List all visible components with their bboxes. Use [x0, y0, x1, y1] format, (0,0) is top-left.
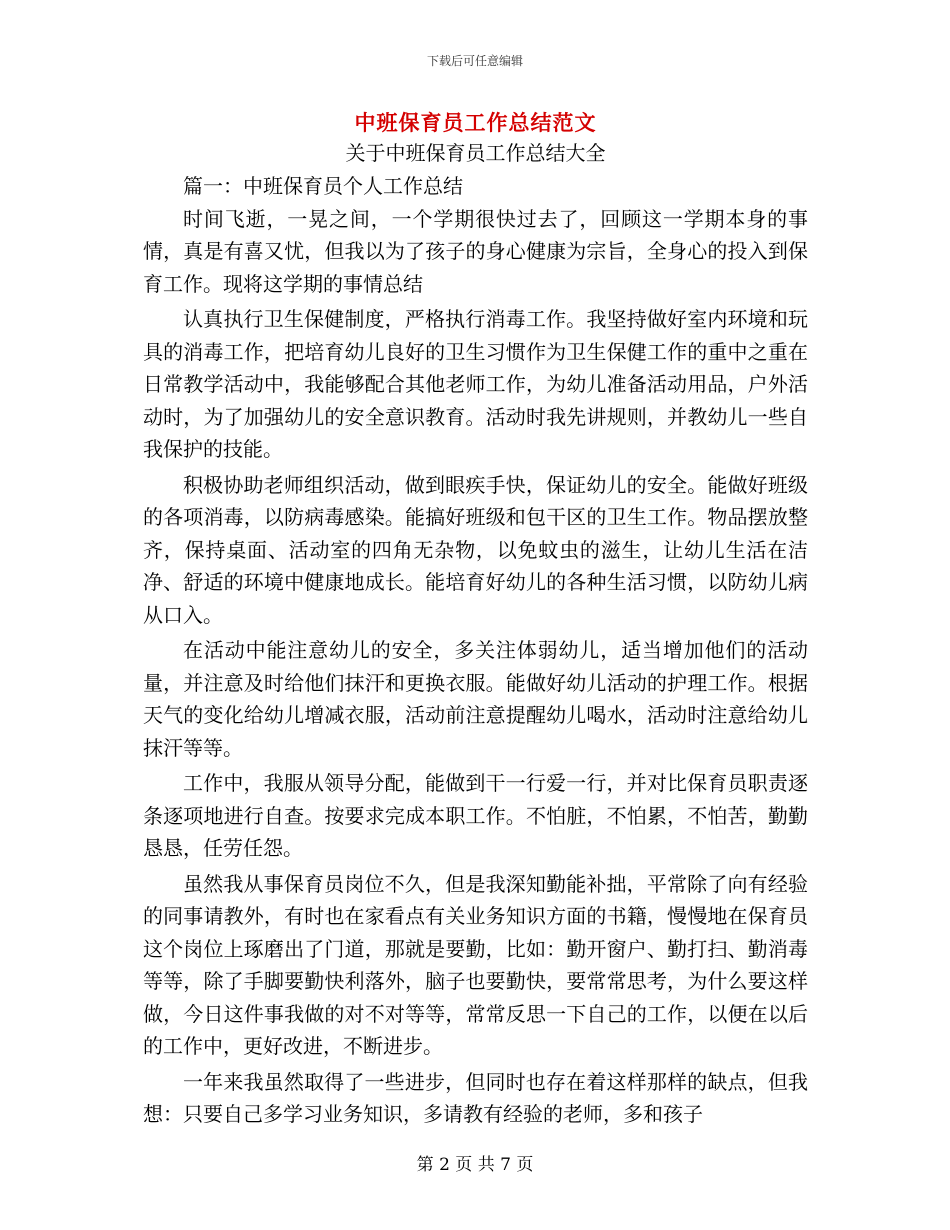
page-header-note: 下载后可任意编辑	[426, 54, 523, 68]
document-body	[143, 108, 808, 1131]
paragraph: 时间飞逝，一晃之间，一个学期很快过去了，回顾这一学期本身的事情，真是有喜又忧，但我以为了孩子的身心健康为宗旨，全身心的投入到保育工作。现将这学期的事情总结	[143, 206, 808, 296]
paragraph: 一年来我虽然取得了一些进步，但同时也存在着这样那样的缺点，但我想：只要自己多学习业务知识，多请教有经验的老师，多和孩子	[143, 1069, 808, 1126]
section-heading: 篇一：中班保育员个人工作总结	[183, 174, 463, 198]
paragraph: 在活动中能注意幼儿的安全，多关注体弱幼儿，适当增加他们的活动量，并注意及时给他们抹汗和更换衣服。能做好幼儿活动的护理工作。根据天气的变化给幼儿增减衣服，活动前注意提醒幼儿喝水，活动时注意给幼儿抹汗等等。	[143, 638, 808, 760]
paragraph: 虽然我从事保育员岗位不久，但是我深知勤能补拙，平常除了向有经验的同事请教外，有时也在家看点有关业务知识方面的书籍，慢慢地在保育员这个岗位上琢磨出了门道，那就是要勤，比如：勤开窗户、勤打扫、勤消毒等等，除了手脚要勤快利落外，脑子也要勤快，要常常思考，为什么要这样做，今日这件事我做的对不对等等，常常反思一下自己的工作，以便在以后的工作中，更好改进，不断进步。	[143, 871, 808, 1058]
paragraph: 工作中，我服从领导分配，能做到干一行爱一行，并对比保育员职责逐条逐项地进行自查。按要求完成本职工作。不怕脏，不怕累，不怕苦，勤勤恳恳，任劳任怨。	[143, 771, 808, 860]
paragraph: 认真执行卫生保健制度，严格执行消毒工作。我坚持做好室内环境和玩具的消毒工作，把培育幼儿良好的卫生习惯作为卫生保健工作的重中之重在日常教学活动中，我能够配合其他老师工作，为幼儿准备活动用品，户外活动时，为了加强幼儿的安全意识教育。活动时我先讲规则，并教幼儿一些自我保护的技能。	[143, 307, 808, 461]
document-title: 中班保育员工作总结范文	[354, 110, 597, 135]
document-subtitle: 关于中班保育员工作总结大全	[345, 141, 606, 165]
paragraph: 积极协助老师组织活动，做到眼疾手快，保证幼儿的安全。能做好班级的各项消毒，以防病毒感染。能搞好班级和包干区的卫生工作。物品摆放整齐，保持桌面、活动室的四角无杂物，以免蚊虫的滋生，让幼儿生活在洁净、舒适的环境中健康地成长。能培育好幼儿的各种生活习惯，以防幼儿病从口入。	[143, 472, 808, 627]
page-number: 第 2 页 共 7 页	[416, 1155, 534, 1175]
